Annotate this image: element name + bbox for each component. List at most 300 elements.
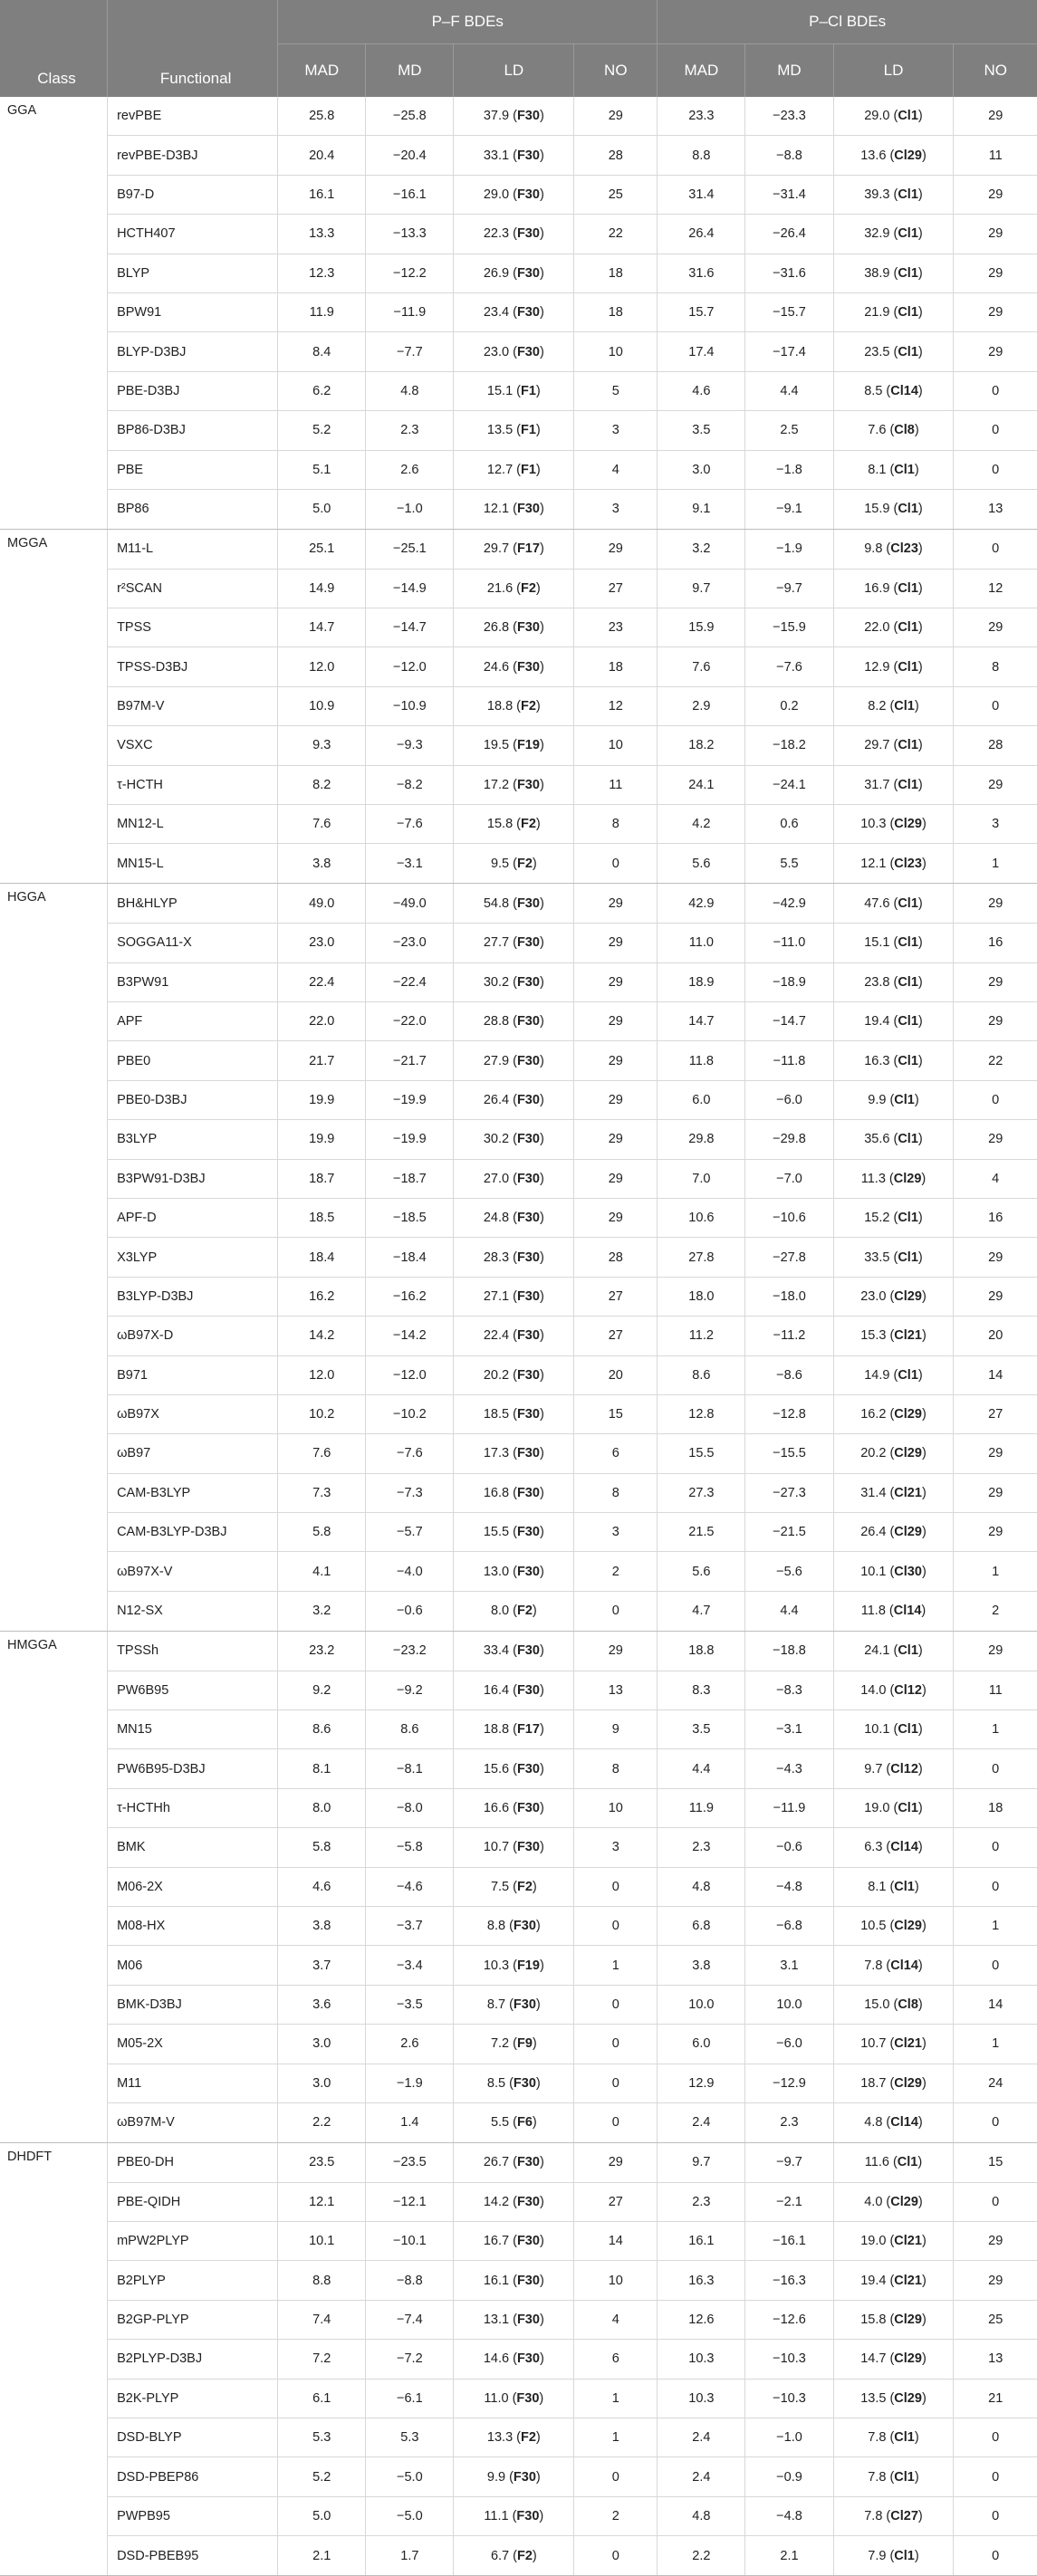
pcl-md-cell: −5.6: [745, 1552, 833, 1591]
pcl-mad-cell: 7.6: [658, 647, 745, 686]
pcl-no-cell: 16: [954, 924, 1037, 962]
pcl-md-cell: −15.9: [745, 608, 833, 647]
pcl-ld-value: 7.6: [868, 423, 887, 438]
pf-ld-value: 15.1: [486, 383, 514, 398]
pcl-mad-cell: 18.9: [658, 962, 745, 1001]
pcl-ld-atom-label: Cl29: [894, 1446, 922, 1461]
functional-column-header: Functional: [108, 44, 278, 97]
pf-mad-cell: 19.9: [278, 1120, 366, 1159]
pcl-md-cell: −4.3: [745, 1749, 833, 1788]
pcl-md-cell: −26.4: [745, 215, 833, 254]
pf-mad-cell: 5.0: [278, 489, 366, 529]
pf-ld-value: 23.4: [483, 305, 510, 321]
pf-ld-header: LD: [454, 44, 574, 97]
functional-cell: MN12-L: [108, 805, 278, 844]
pcl-ld-atom-label: Cl1: [898, 1014, 918, 1029]
class-cell: [0, 1591, 108, 1631]
pf-ld-value: 11.0: [484, 2390, 509, 2406]
pf-ld-cell: 30.2 (F30): [454, 1120, 574, 1159]
pcl-ld-atom-label: Cl1: [898, 1367, 918, 1383]
table-row: [0, 1591, 1037, 1631]
pf-ld-value: 15.8: [486, 817, 514, 832]
pf-ld-atom-label: F30: [516, 305, 540, 321]
pf-no-cell: 29: [574, 884, 658, 924]
pcl-ld-value: 8.5: [864, 383, 883, 398]
pf-no-cell: 8: [574, 1473, 658, 1512]
pcl-no-cell: 29: [954, 608, 1037, 647]
pcl-md-cell: −4.8: [745, 2496, 833, 2535]
pf-mad-cell: 25.1: [278, 529, 366, 569]
table-row: [0, 1828, 1037, 1867]
pf-ld-value: 24.8: [483, 1211, 510, 1226]
pcl-ld-cell: 14.7 (Cl29): [833, 2340, 954, 2379]
pcl-ld-atom-label: Cl29: [894, 2351, 922, 2367]
pf-ld-value: 27.0: [483, 1171, 510, 1186]
pcl-mad-cell: 9.1: [658, 489, 745, 529]
pf-md-cell: −5.0: [366, 2496, 454, 2535]
pf-mad-cell: 3.2: [278, 1591, 366, 1631]
pf-mad-cell: 10.1: [278, 2222, 366, 2261]
functional-cell: τ-HCTH: [108, 765, 278, 804]
pcl-ld-value: 15.0: [864, 1997, 890, 2012]
pf-ld-cell: 23.0 (F30): [454, 332, 574, 371]
pcl-ld-cell: 8.1 (Cl1): [833, 1867, 954, 1906]
pcl-no-cell: 2: [954, 1591, 1037, 1631]
pcl-ld-cell: 4.8 (Cl14): [833, 2102, 954, 2142]
pf-ld-cell: 9.5 (F2): [454, 844, 574, 884]
pcl-md-cell: −11.9: [745, 1788, 833, 1827]
pcl-mad-cell: 2.4: [658, 2418, 745, 2457]
functional-cell: r²SCAN: [108, 569, 278, 608]
pcl-no-cell: 29: [954, 97, 1037, 136]
pf-ld-atom-label: F30: [516, 1564, 540, 1579]
pf-ld-value: 30.2: [483, 1132, 510, 1147]
pcl-md-cell: −31.4: [745, 175, 833, 214]
pcl-ld-atom-label: Cl1: [894, 2548, 915, 2563]
pcl-md-cell: −23.3: [745, 97, 833, 136]
pcl-ld-atom-label: Cl23: [894, 856, 922, 871]
pf-ld-value: 27.9: [483, 1053, 510, 1068]
pf-ld-value: 54.8: [483, 895, 510, 911]
pf-md-cell: −22.4: [366, 962, 454, 1001]
pcl-ld-value: 19.0: [860, 2234, 887, 2249]
class-cell: [0, 608, 108, 647]
functional-cell: BP86-D3BJ: [108, 411, 278, 450]
table-row: [0, 489, 1037, 529]
pf-ld-value: 26.8: [483, 620, 510, 636]
table-row: [0, 647, 1037, 686]
pcl-md-cell: −12.9: [745, 2064, 833, 2102]
table-row: [0, 2379, 1037, 2418]
pcl-no-cell: 0: [954, 529, 1037, 569]
pf-ld-atom-label: F30: [516, 935, 540, 951]
pcl-mad-cell: 2.4: [658, 2457, 745, 2496]
pcl-ld-cell: 31.7 (Cl1): [833, 765, 954, 804]
pcl-ld-value: 23.0: [860, 1288, 887, 1304]
pcl-ld-value: 6.3: [864, 1840, 883, 1855]
pcl-mad-cell: 4.6: [658, 371, 745, 410]
functional-cell: DSD-PBEB95: [108, 2536, 278, 2576]
pcl-ld-cell: 15.9 (Cl1): [833, 489, 954, 529]
pcl-no-cell: 0: [954, 411, 1037, 450]
pf-ld-cell: 13.3 (F2): [454, 2418, 574, 2457]
pf-mad-cell: 12.0: [278, 647, 366, 686]
pcl-mad-cell: 26.4: [658, 215, 745, 254]
pf-ld-atom-label: F17: [516, 541, 540, 557]
table-row: [0, 2536, 1037, 2576]
pcl-ld-value: 19.0: [864, 1800, 890, 1815]
functional-cell: BMK-D3BJ: [108, 1985, 278, 2024]
functional-cell: B97M-V: [108, 686, 278, 725]
table-row: [0, 136, 1037, 175]
pcl-ld-value: 33.5: [864, 1250, 890, 1265]
pf-ld-cell: 24.6 (F30): [454, 647, 574, 686]
pf-no-cell: 25: [574, 175, 658, 214]
pf-ld-value: 8.5: [486, 2075, 506, 2091]
pcl-ld-cell: 19.0 (Cl21): [833, 2222, 954, 2261]
pcl-md-cell: −4.8: [745, 1867, 833, 1906]
table-row: [0, 254, 1037, 292]
pcl-no-cell: 0: [954, 1946, 1037, 1985]
pcl-ld-atom-label: Cl21: [894, 2234, 922, 2249]
pcl-ld-value: 15.3: [860, 1328, 887, 1344]
pcl-ld-cell: 7.8 (Cl14): [833, 1946, 954, 1985]
pf-ld-cell: 27.1 (F30): [454, 1277, 574, 1316]
pf-ld-cell: 26.4 (F30): [454, 1080, 574, 1119]
pcl-ld-atom-label: Cl29: [894, 1919, 922, 1934]
pf-ld-value: 18.8: [483, 1722, 510, 1738]
pcl-ld-atom-label: Cl1: [898, 344, 918, 359]
table-row: [0, 2261, 1037, 2300]
table-row: [0, 2102, 1037, 2142]
pf-mad-cell: 5.0: [278, 2496, 366, 2535]
pf-no-cell: 28: [574, 1238, 658, 1277]
pcl-md-cell: −21.5: [745, 1513, 833, 1552]
pcl-ld-atom-label: Cl1: [898, 659, 918, 675]
pcl-ld-atom-label: Cl29: [894, 148, 922, 163]
pf-no-cell: 3: [574, 1828, 658, 1867]
pcl-ld-cell: 9.8 (Cl23): [833, 529, 954, 569]
pf-ld-value: 13.5: [486, 423, 514, 438]
pf-ld-atom-label: F30: [513, 1997, 536, 2012]
pcl-ld-atom-label: Cl29: [894, 2390, 922, 2406]
class-cell: [0, 924, 108, 962]
pcl-no-cell: 29: [954, 292, 1037, 331]
pf-mad-cell: 7.6: [278, 805, 366, 844]
pf-md-cell: −7.6: [366, 1434, 454, 1473]
pf-md-cell: −19.9: [366, 1080, 454, 1119]
pcl-mad-cell: 10.3: [658, 2379, 745, 2418]
pf-ld-atom-label: F30: [516, 344, 540, 359]
pcl-ld-cell: 21.9 (Cl1): [833, 292, 954, 331]
pcl-ld-value: 21.9: [864, 305, 890, 321]
pcl-mad-cell: 9.7: [658, 569, 745, 608]
pf-md-cell: 1.4: [366, 2102, 454, 2142]
pf-ld-cell: 11.1 (F30): [454, 2496, 574, 2535]
pcl-ld-value: 14.7: [860, 2351, 887, 2367]
pf-ld-value: 19.5: [483, 738, 510, 753]
pf-ld-atom-label: F2: [516, 1879, 533, 1894]
pf-no-cell: 2: [574, 1552, 658, 1591]
pcl-ld-value: 24.1: [864, 1643, 890, 1659]
pcl-ld-value: 38.9: [864, 265, 890, 281]
pf-md-cell: −22.0: [366, 1001, 454, 1040]
pcl-md-cell: −11.8: [745, 1041, 833, 1080]
pcl-ld-value: 10.5: [860, 1919, 887, 1934]
pcl-no-cell: 0: [954, 686, 1037, 725]
pcl-md-cell: −18.2: [745, 726, 833, 765]
pf-ld-atom-label: F6: [516, 2115, 533, 2131]
pf-mad-cell: 6.1: [278, 2379, 366, 2418]
pf-md-cell: −23.0: [366, 924, 454, 962]
pf-ld-atom-label: F30: [516, 1485, 540, 1500]
pf-no-cell: 29: [574, 1198, 658, 1237]
class-cell: [0, 844, 108, 884]
pf-md-cell: −4.0: [366, 1552, 454, 1591]
pf-ld-cell: 26.9 (F30): [454, 254, 574, 292]
pf-ld-atom-label: F30: [516, 895, 540, 911]
pcl-ld-cell: 15.3 (Cl21): [833, 1317, 954, 1355]
pcl-md-cell: −9.7: [745, 569, 833, 608]
pf-md-cell: −5.0: [366, 2457, 454, 2496]
pf-md-cell: −18.5: [366, 1198, 454, 1237]
pcl-mad-cell: 2.2: [658, 2536, 745, 2576]
pf-no-cell: 27: [574, 569, 658, 608]
pcl-ld-atom-label: Cl23: [890, 541, 918, 557]
pf-md-cell: −23.5: [366, 2142, 454, 2182]
pf-ld-atom-label: F30: [516, 1211, 540, 1226]
class-cell: [0, 1946, 108, 1985]
pcl-md-header: MD: [745, 44, 833, 97]
pf-md-cell: −1.0: [366, 489, 454, 529]
pcl-md-cell: 3.1: [745, 1946, 833, 1985]
functional-cell: PBE0-DH: [108, 2142, 278, 2182]
functional-cell: BH&HLYP: [108, 884, 278, 924]
pcl-ld-atom-label: Cl8: [894, 423, 915, 438]
pf-ld-cell: 7.2 (F9): [454, 2025, 574, 2064]
pf-mad-cell: 7.3: [278, 1473, 366, 1512]
pcl-ld-atom-label: Cl27: [890, 2509, 918, 2524]
table-row: [0, 97, 1037, 136]
pcl-ld-cell: 9.9 (Cl1): [833, 1080, 954, 1119]
pf-mad-cell: 22.0: [278, 1001, 366, 1040]
pf-ld-cell: 18.8 (F2): [454, 686, 574, 725]
pcl-md-cell: −10.6: [745, 1198, 833, 1237]
pcl-no-cell: 0: [954, 2102, 1037, 2142]
pcl-no-cell: 29: [954, 1001, 1037, 1040]
pf-mad-cell: 5.2: [278, 2457, 366, 2496]
pf-mad-cell: 5.1: [278, 450, 366, 489]
pf-ld-value: 26.7: [483, 2155, 510, 2170]
pcl-ld-atom-label: Cl21: [894, 1328, 922, 1344]
pf-md-cell: −14.2: [366, 1317, 454, 1355]
pf-mad-cell: 18.5: [278, 1198, 366, 1237]
functional-cell: DSD-BLYP: [108, 2418, 278, 2457]
pcl-mad-cell: 4.8: [658, 1867, 745, 1906]
pcl-ld-atom-label: Cl1: [898, 187, 918, 202]
pcl-mad-cell: 4.7: [658, 1591, 745, 1631]
pcl-mad-cell: 18.2: [658, 726, 745, 765]
pcl-ld-value: 16.2: [860, 1407, 887, 1422]
pcl-ld-cell: 10.7 (Cl21): [833, 2025, 954, 2064]
pcl-ld-value: 15.8: [860, 2313, 887, 2328]
pf-no-cell: 20: [574, 1355, 658, 1394]
pcl-ld-value: 9.8: [864, 541, 883, 557]
pcl-ld-atom-label: Cl14: [890, 1958, 918, 1973]
functional-cell: PW6B95-D3BJ: [108, 1749, 278, 1788]
pcl-no-cell: 0: [954, 450, 1037, 489]
pcl-ld-value: 23.8: [864, 974, 890, 990]
pcl-no-cell: 4: [954, 1159, 1037, 1198]
pf-mad-cell: 25.8: [278, 97, 366, 136]
class-cell: [0, 332, 108, 371]
functional-cell: B2K-PLYP: [108, 2379, 278, 2418]
table-row: [0, 2300, 1037, 2339]
pcl-no-cell: 0: [954, 2182, 1037, 2221]
pcl-ld-value: 26.4: [860, 1525, 887, 1540]
pf-ld-atom-label: F2: [521, 580, 536, 596]
pcl-ld-atom-label: Cl12: [894, 1682, 922, 1698]
table-row: [0, 1867, 1037, 1906]
functional-cell: PBE-QIDH: [108, 2182, 278, 2221]
class-cell: DHDFT: [7, 2149, 53, 2164]
table-row: [0, 1198, 1037, 1237]
table-row: [0, 411, 1037, 450]
pcl-ld-value: 13.6: [860, 148, 887, 163]
pcl-no-cell: 18: [954, 1788, 1037, 1827]
pcl-ld-atom-label: Cl29: [894, 1288, 922, 1304]
functional-cell: B3PW91: [108, 962, 278, 1001]
pcl-md-cell: 0.2: [745, 686, 833, 725]
pcl-no-cell: 15: [954, 2142, 1037, 2182]
pf-mad-cell: 8.2: [278, 765, 366, 804]
pf-ld-cell: 27.0 (F30): [454, 1159, 574, 1198]
pcl-mad-cell: 23.3: [658, 97, 745, 136]
pcl-ld-cell: 14.0 (Cl12): [833, 1671, 954, 1709]
pf-no-cell: 29: [574, 962, 658, 1001]
pf-md-cell: −16.2: [366, 1277, 454, 1316]
pf-md-cell: −13.3: [366, 215, 454, 254]
functional-cell: M06: [108, 1946, 278, 1985]
pf-ld-value: 23.0: [483, 344, 510, 359]
pf-ld-value: 7.2: [490, 2036, 510, 2052]
pcl-ld-atom-label: Cl1: [898, 895, 918, 911]
class-cell: [0, 1710, 108, 1749]
class-cell: [0, 489, 108, 529]
pcl-ld-atom-label: Cl1: [898, 305, 918, 321]
pcl-ld-value: 12.1: [860, 856, 887, 871]
pf-ld-cell: 29.0 (F30): [454, 175, 574, 214]
pf-md-cell: 2.6: [366, 450, 454, 489]
functional-cell: APF: [108, 1001, 278, 1040]
header-class-spacer: [0, 0, 108, 44]
pcl-mad-cell: 2.4: [658, 2102, 745, 2142]
pcl-ld-cell: 11.6 (Cl1): [833, 2142, 954, 2182]
table-row: [0, 1238, 1037, 1277]
pcl-ld-value: 7.8: [868, 2430, 887, 2446]
pcl-ld-atom-label: Cl1: [894, 699, 915, 714]
pf-mad-cell: 8.4: [278, 332, 366, 371]
pf-mad-cell: 12.0: [278, 1355, 366, 1394]
pcl-no-cell: 29: [954, 1434, 1037, 1473]
pcl-mad-cell: 12.8: [658, 1394, 745, 1433]
functional-cell: DSD-PBEP86: [108, 2457, 278, 2496]
class-cell: [0, 1080, 108, 1119]
pf-ld-atom-label: F30: [516, 1407, 540, 1422]
class-cell: [0, 765, 108, 804]
pcl-ld-value: 35.6: [864, 1132, 890, 1147]
pcl-ld-atom-label: Cl1: [894, 462, 915, 477]
functional-cell: MN15: [108, 1710, 278, 1749]
pcl-ld-cell: 10.5 (Cl29): [833, 1906, 954, 1945]
table-row: [0, 1277, 1037, 1316]
pcl-no-cell: 29: [954, 1631, 1037, 1671]
pf-ld-cell: 8.8 (F30): [454, 1906, 574, 1945]
pf-ld-value: 12.1: [483, 502, 510, 517]
pcl-md-cell: 5.5: [745, 844, 833, 884]
pcl-md-cell: 2.5: [745, 411, 833, 450]
pf-mad-cell: 3.0: [278, 2025, 366, 2064]
pf-no-cell: 0: [574, 2457, 658, 2496]
pcl-ld-atom-label: Cl12: [890, 1761, 918, 1776]
pcl-md-cell: −1.8: [745, 450, 833, 489]
pf-ld-atom-label: F30: [516, 148, 540, 163]
pcl-md-cell: −10.3: [745, 2340, 833, 2379]
pcl-ld-value: 31.4: [860, 1485, 887, 1500]
functional-cell: B2GP-PLYP: [108, 2300, 278, 2339]
pf-mad-cell: 19.9: [278, 1080, 366, 1119]
table-row: [0, 1394, 1037, 1433]
pf-no-cell: 29: [574, 2142, 658, 2182]
pf-ld-cell: 22.4 (F30): [454, 1317, 574, 1355]
pcl-mad-cell: 21.5: [658, 1513, 745, 1552]
pf-ld-cell: 15.6 (F30): [454, 1749, 574, 1788]
pf-ld-atom-label: F30: [516, 2155, 540, 2170]
pcl-mad-cell: 4.4: [658, 1749, 745, 1788]
pcl-ld-value: 13.5: [860, 2390, 887, 2406]
pcl-mad-cell: 12.6: [658, 2300, 745, 2339]
pf-mad-cell: 8.6: [278, 1710, 366, 1749]
pf-ld-value: 15.5: [483, 1525, 510, 1540]
class-cell: [0, 2222, 108, 2261]
pf-no-cell: 27: [574, 1277, 658, 1316]
pcl-no-cell: 29: [954, 765, 1037, 804]
pcl-no-cell: 0: [954, 1828, 1037, 1867]
pcl-mad-cell: 3.2: [658, 529, 745, 569]
pcl-md-cell: 0.6: [745, 805, 833, 844]
pf-ld-atom-label: F30: [516, 502, 540, 517]
pf-no-cell: 10: [574, 2261, 658, 2300]
pcl-ld-atom-label: Cl1: [898, 777, 918, 792]
class-cell: [0, 1001, 108, 1040]
table-row: [0, 962, 1037, 1001]
pf-mad-cell: 10.2: [278, 1394, 366, 1433]
pf-no-cell: 0: [574, 2025, 658, 2064]
pf-ld-value: 22.3: [483, 226, 510, 242]
pcl-md-cell: −12.8: [745, 1394, 833, 1433]
pcl-ld-cell: 15.2 (Cl1): [833, 1198, 954, 1237]
table-row: [0, 2340, 1037, 2379]
pcl-ld-atom-label: Cl1: [897, 2155, 918, 2170]
pf-ld-cell: 15.8 (F2): [454, 805, 574, 844]
pcl-md-cell: −29.8: [745, 1120, 833, 1159]
pf-ld-value: 8.8: [486, 1919, 506, 1934]
pcl-ld-cell: 33.5 (Cl1): [833, 1238, 954, 1277]
pf-no-cell: 18: [574, 254, 658, 292]
table-row: [0, 2064, 1037, 2102]
functional-cell: MN15-L: [108, 844, 278, 884]
pcl-ld-cell: 29.7 (Cl1): [833, 726, 954, 765]
